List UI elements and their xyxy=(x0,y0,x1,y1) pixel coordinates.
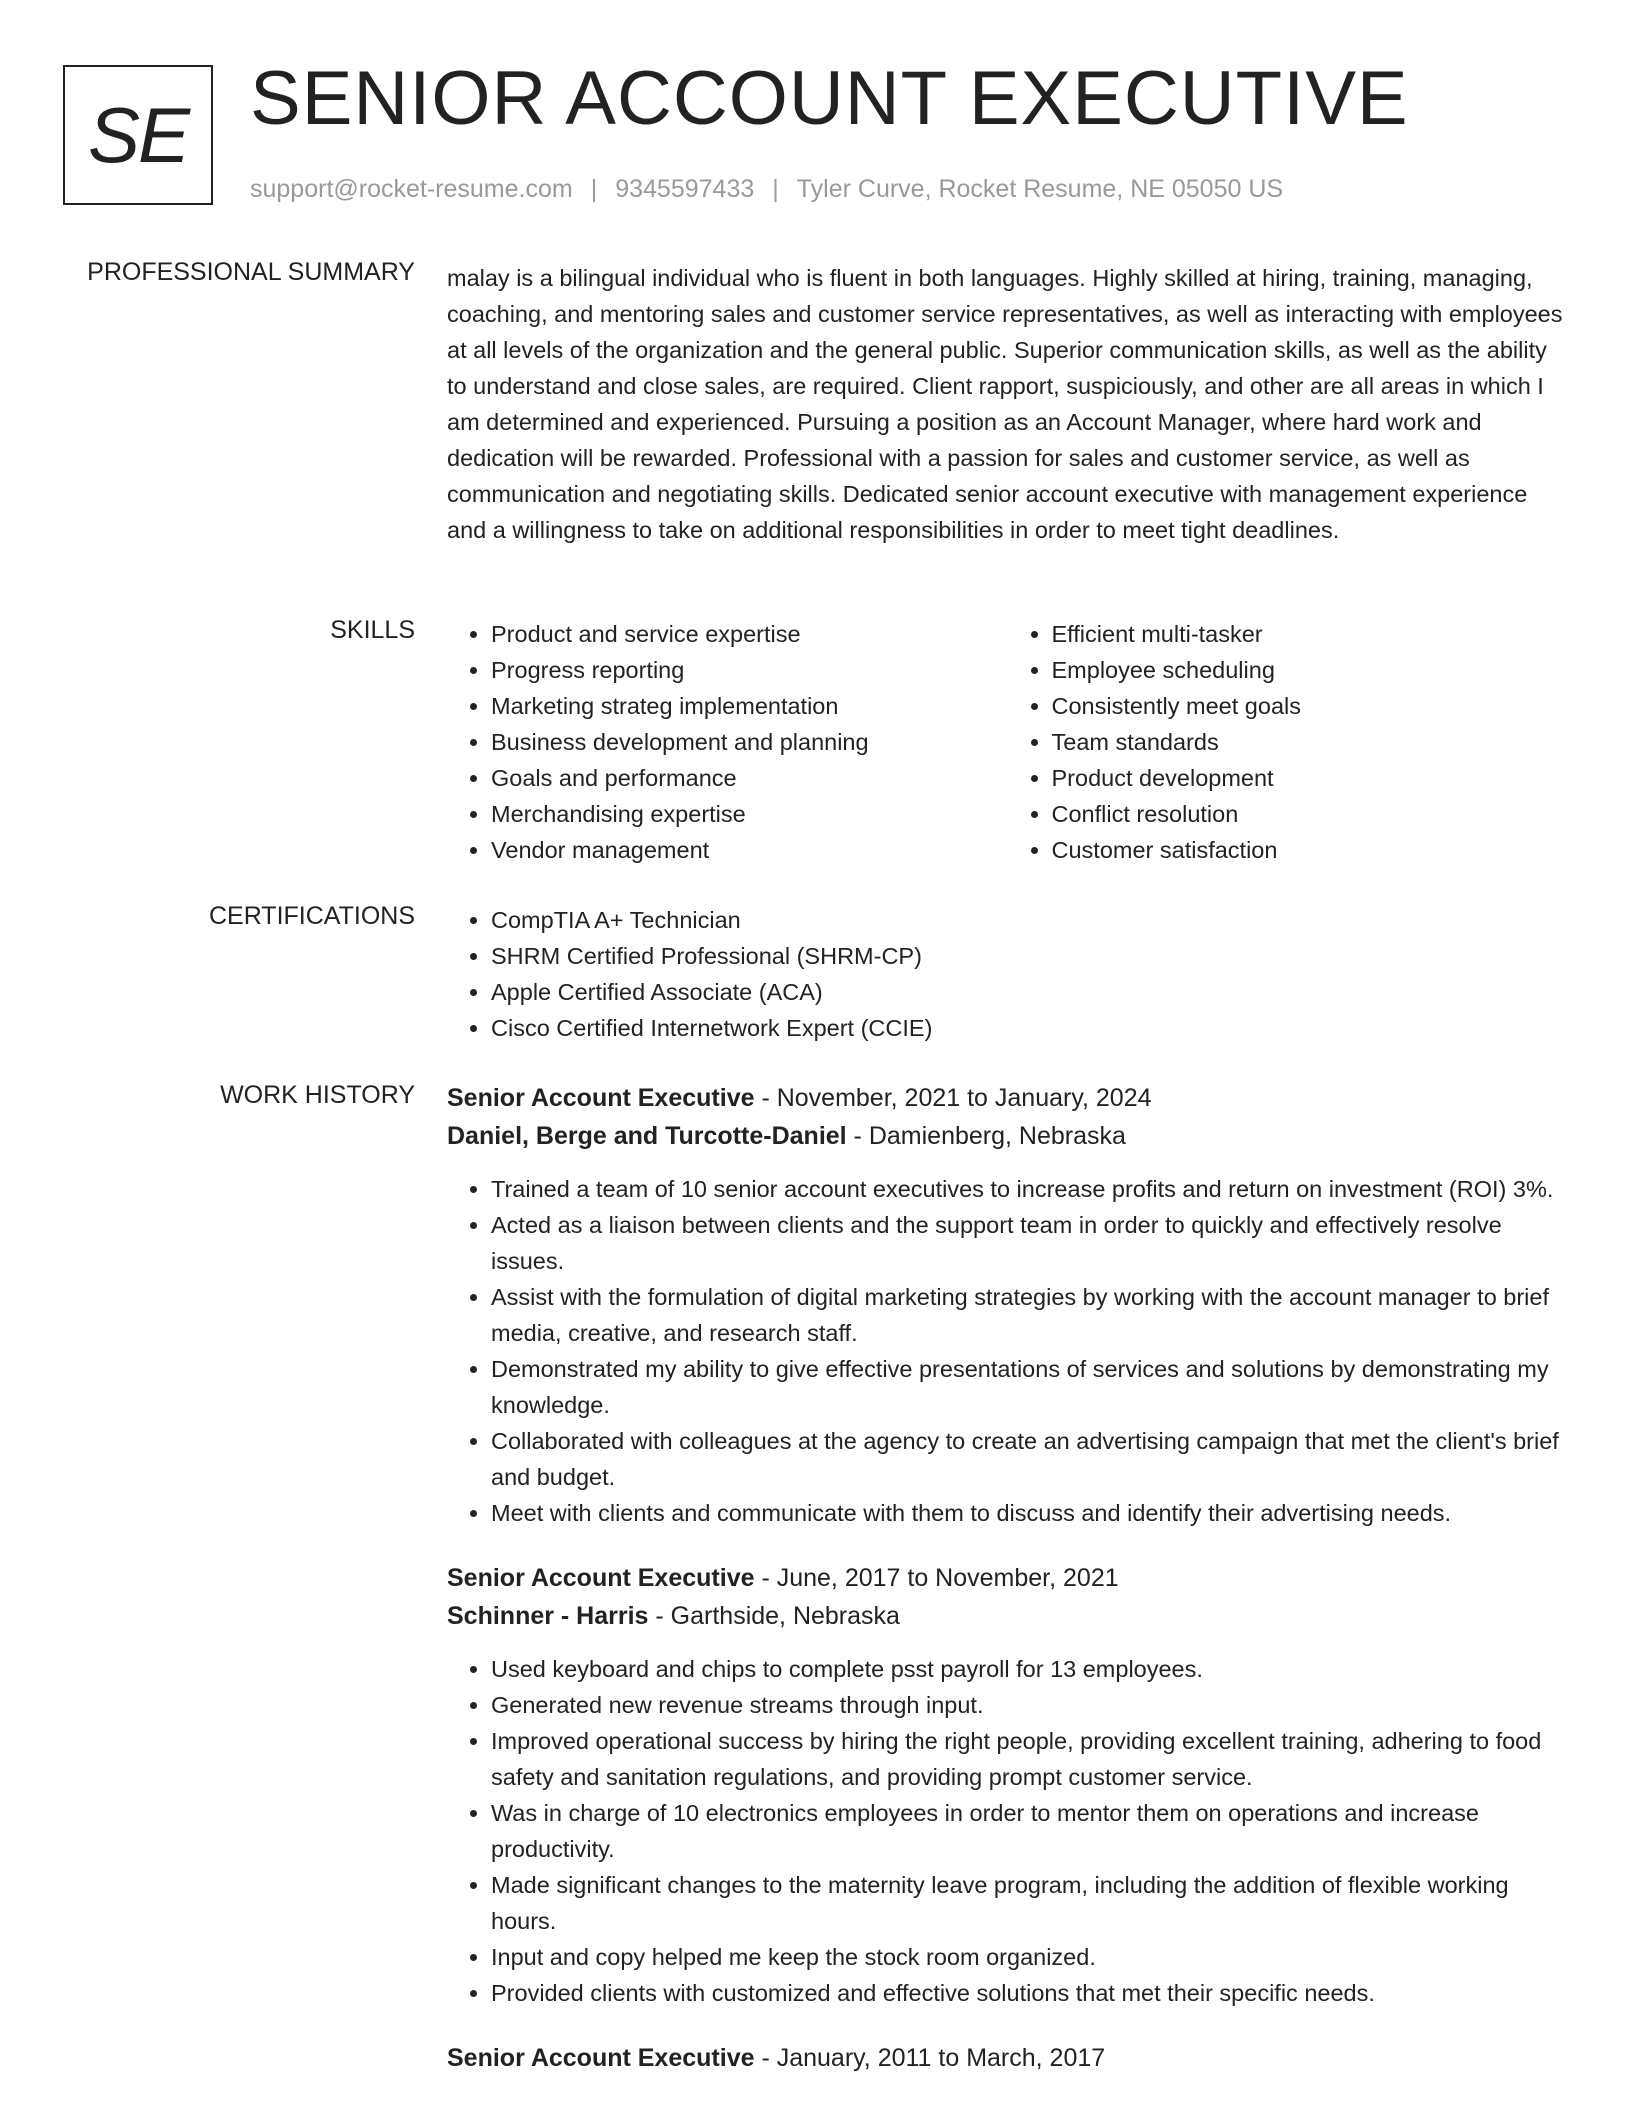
skill-item: • Product development xyxy=(1052,760,1569,796)
skill-item: • Customer satisfaction xyxy=(1052,832,1569,868)
job-dates: - January, 2011 to March, 2017 xyxy=(754,2044,1106,2072)
job-entry xyxy=(447,1559,1568,2011)
skills-list-left xyxy=(447,616,1008,868)
section-label-summary: PROFESSIONAL SUMMARY xyxy=(87,258,415,286)
skill-item: • Conflict resolution xyxy=(1052,796,1569,832)
skill-item: • Progress reporting xyxy=(491,652,1008,688)
certification-item: • Cisco Certified Internetwork Expert (CCIE) xyxy=(491,1010,1568,1046)
contact-address: Tyler Curve, Rocket Resume, NE 05050 US xyxy=(796,175,1284,203)
skill-item: • Goals and performance xyxy=(491,760,1008,796)
certification-item: • Apple Certified Associate (ACA) xyxy=(491,974,1568,1010)
job-bullet: • Collaborated with colleagues at the agency to create an advertising campaign that met the client's brief and budget. xyxy=(491,1423,1568,1495)
job-company: Daniel, Berge and Turcotte-Daniel xyxy=(447,1122,847,1150)
job-bullet: • Improved operational success by hiring the right people, providing excellent training, adhering to food safety and sanitation regulations, and providing prompt customer service. xyxy=(491,1723,1568,1795)
job-location: - Garthside, Nebraska xyxy=(648,1602,900,1630)
skill-item: • Merchandising expertise xyxy=(491,796,1008,832)
job-company-line xyxy=(447,1117,1568,1155)
certifications-list xyxy=(447,902,1568,1046)
job-bullet: • Was in charge of 10 electronics employees in order to mentor them on operations and increase productivity. xyxy=(491,1795,1568,1867)
skill-item: • Efficient multi-tasker xyxy=(1052,616,1569,652)
job-title-line xyxy=(447,1559,1568,1597)
contact-email: support@rocket-resume.com xyxy=(250,175,573,203)
job-bullet: • Assist with the formulation of digital marketing strategies by working with the account manager to brief media, creative, and research staff. xyxy=(491,1279,1568,1351)
job-bullet: • Made significant changes to the maternity leave program, including the addition of flexible working hours. xyxy=(491,1867,1568,1939)
certification-item: • SHRM Certified Professional (SHRM-CP) xyxy=(491,938,1568,974)
job-dates: - November, 2021 to January, 2024 xyxy=(754,1084,1152,1112)
job-company-line xyxy=(447,1597,1568,1635)
skill-item: • Employee scheduling xyxy=(1052,652,1569,688)
skills-list-right xyxy=(1008,616,1569,868)
job-bullet: • Meet with clients and communicate with them to discuss and identify their advertising needs. xyxy=(491,1495,1568,1531)
skill-item: • Consistently meet goals xyxy=(1052,688,1569,724)
skill-item: • Business development and planning xyxy=(491,724,1008,760)
job-bullet: • Used keyboard and chips to complete psst payroll for 13 employees. xyxy=(491,1651,1568,1687)
summary-text: malay is a bilingual individual who is fluent in both languages. Highly skilled at hiring, training, managing, coaching, and mentoring sales and customer service representatives, as well as interacting with employees at all levels of the organization and the general public. Superior communication skills, as well as the ability to understand and close sales, are required. Client rapport, suspiciously, and other are all areas in which I am determined and experienced. Pursuing a position as an Account Manager, where hard work and dedication will be rewarded. Professional with a passion for sales and customer service, as well as communication and negotiating skills. Dedicated senior account executive with management experience and a willingness to take on additional responsibilities in order to meet tight deadlines. xyxy=(447,265,1563,543)
job-bullets xyxy=(447,1171,1568,1531)
job-bullet: • Provided clients with customized and effective solutions that met their specific needs. xyxy=(491,1975,1568,2011)
job-title-line xyxy=(447,1079,1568,1117)
resume-header xyxy=(63,56,1592,210)
skill-item: • Vendor management xyxy=(491,832,1008,868)
section-label-skills: SKILLS xyxy=(330,616,415,644)
job-role: Senior Account Executive xyxy=(447,2044,755,2072)
skill-item: • Marketing strateg implementation xyxy=(491,688,1008,724)
job-location: - Damienberg, Nebraska xyxy=(846,1122,1126,1150)
contact-separator: | xyxy=(772,175,779,203)
job-dates: - June, 2017 to November, 2021 xyxy=(754,1564,1119,1592)
contact-line xyxy=(250,175,1283,204)
job-bullet: • Acted as a liaison between clients and the support team in order to quickly and effectively resolve issues. xyxy=(491,1207,1568,1279)
resume-title: SENIOR ACCOUNT EXECUTIVE xyxy=(250,56,1409,141)
contact-phone: 9345597433 xyxy=(615,175,755,203)
job-entry xyxy=(447,2039,1568,2077)
section-label-certifications: CERTIFICATIONS xyxy=(208,902,415,930)
job-bullets xyxy=(447,1651,1568,2011)
certification-item: • CompTIA A+ Technician xyxy=(491,902,1568,938)
skill-item: • Product and service expertise xyxy=(491,616,1008,652)
job-role: Senior Account Executive xyxy=(447,1084,755,1112)
skill-item: • Team standards xyxy=(1052,724,1569,760)
job-bullet: • Input and copy helped me keep the stock room organized. xyxy=(491,1939,1568,1975)
contact-separator: | xyxy=(590,175,598,203)
job-role: Senior Account Executive xyxy=(447,1564,755,1592)
job-entry xyxy=(447,1079,1568,1531)
job-bullet: • Demonstrated my ability to give effective presentations of services and solutions by demonstrating my knowledge. xyxy=(491,1351,1568,1423)
section-label-work-history: WORK HISTORY xyxy=(220,1081,415,1109)
job-title-line xyxy=(447,2039,1568,2077)
job-company: Schinner - Harris xyxy=(447,1602,649,1630)
monogram-badge: SE xyxy=(63,65,213,205)
job-bullet: • Generated new revenue streams through input. xyxy=(491,1687,1568,1723)
job-bullet: • Trained a team of 10 senior account executives to increase profits and return on investment (ROI) 3%. xyxy=(491,1171,1568,1207)
